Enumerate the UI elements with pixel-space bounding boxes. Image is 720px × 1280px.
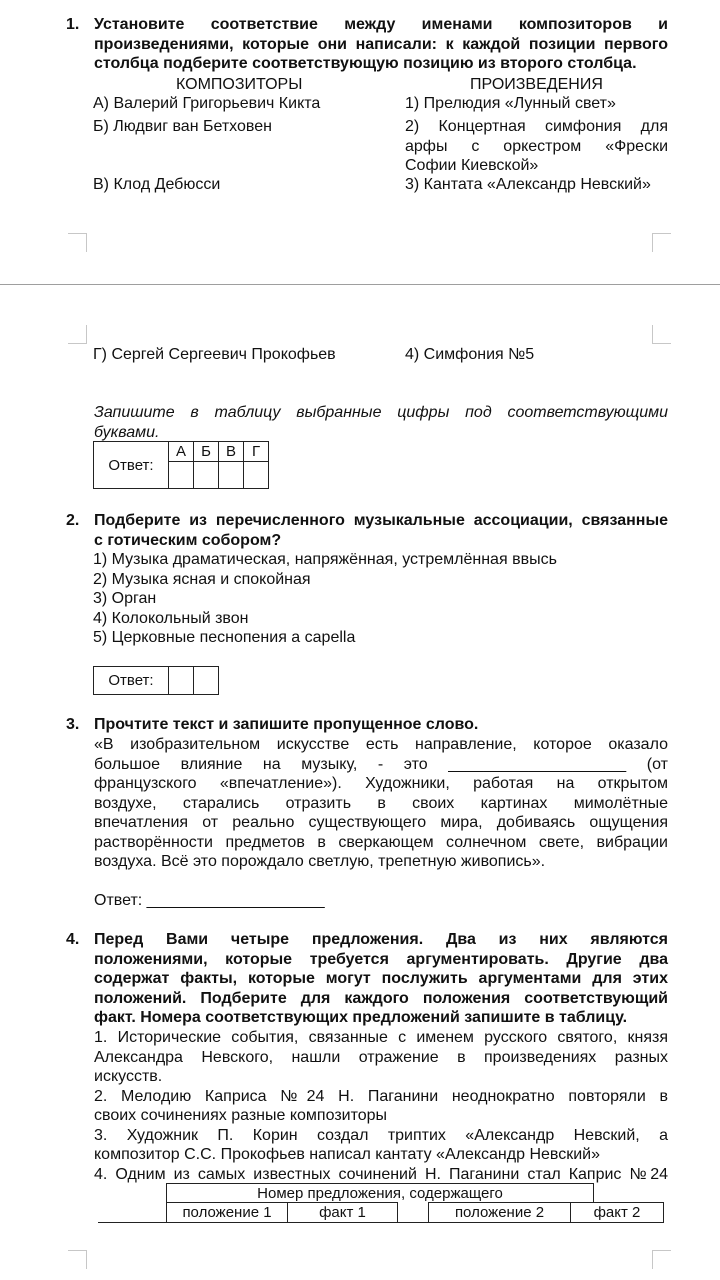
question-text	[94, 15, 668, 74]
page-corner-mark	[652, 233, 671, 252]
sentence-line: своих сочинениях разные композиторы	[94, 1107, 388, 1124]
table-col-position-1: положение 1	[166, 1202, 288, 1223]
sentence-line: 2. Мелодию Каприса №24 Н. Паганини неоднократно повторяли в	[94, 1087, 668, 1105]
answer-table-q2	[93, 666, 219, 695]
work-2-line: 2) Концертная симфония для	[405, 118, 668, 135]
options-list	[93, 550, 557, 648]
work-2	[405, 117, 668, 176]
question-line: Подберите из перечисленного музыкальные ассоциации, связанные	[94, 512, 668, 529]
page-corner-mark	[68, 1250, 87, 1269]
composer-b: Б) Людвиг ван Бетховен	[93, 118, 272, 135]
question-line: содержат факты, которые могут послужить аргументами для этих	[94, 970, 668, 987]
answer-cell[interactable]	[194, 462, 219, 489]
composer-a: А) Валерий Григорьевич Кикта	[93, 95, 321, 112]
question-line: с готическим собором?	[94, 531, 282, 549]
question-line: факт. Номера соответствующих предложений запишите в таблицу.	[94, 1009, 628, 1026]
option-item: 3) Орган	[93, 590, 157, 607]
sentence-line: 3. Художник П. Корин создал триптих «Александр Невский, а	[94, 1126, 668, 1144]
option-item: 2) Музыка ясная и спокойная	[93, 570, 311, 588]
page-corner-mark	[652, 1250, 671, 1269]
work-2-line: Софии Киевской»	[405, 157, 539, 174]
instruction-text	[94, 403, 668, 442]
sentence-line: 4. Одним из самых известных сочинений Н. Паганини стал Каприс №24	[94, 1165, 668, 1183]
question-title: Прочтите текст и запишите пропущенное слово.	[94, 716, 479, 733]
question-text	[94, 511, 668, 550]
column-header-composers: КОМПОЗИТОРЫ	[176, 76, 303, 93]
sentence-line: искусств.	[94, 1068, 163, 1085]
table-col-fact-1: факт 1	[287, 1202, 398, 1223]
question-line: Перед Вами четыре предложения. Два из них являются	[94, 931, 668, 948]
option-item: 1) Музыка драматическая, напряжённая, устремлённая ввысь	[93, 551, 557, 568]
work-1: 1) Прелюдия «Лунный свет»	[405, 95, 616, 112]
column-header-works: ПРОИЗВЕДЕНИЯ	[470, 76, 603, 93]
answer-label: Ответ:	[94, 442, 169, 489]
work-4: 4) Симфония №5	[405, 346, 535, 363]
question-number: 4.	[66, 931, 80, 948]
answer-cell[interactable]	[194, 667, 219, 695]
answer-label: Ответ:	[94, 667, 169, 695]
answer-letter: В	[219, 442, 244, 462]
work-3: 3) Кантата «Александр Невский»	[405, 176, 651, 193]
passage-line: растворённости предметов в сверкающем солнечном свете, вибрации	[94, 833, 668, 851]
question-passage	[94, 735, 668, 872]
question-line: произведениями, которые они написали: к каждой позиции первого	[94, 35, 668, 53]
passage-line: впечатления от реально существующего мира, добиваясь ощущения	[94, 814, 668, 831]
question-number: 1.	[66, 16, 80, 33]
question-number: 3.	[66, 716, 80, 733]
answer-cell[interactable]	[244, 462, 269, 489]
sentence-line: Александра Невского, нашли отражение в произведениях разных	[94, 1048, 668, 1066]
page-corner-mark	[652, 325, 671, 344]
answer-cell[interactable]	[169, 462, 194, 489]
passage-line: большое влияние на музыку, - это ____________________ (от	[94, 755, 668, 773]
instruction-line: буквами.	[94, 423, 160, 441]
passage-line: «В изобразительном искусстве есть направление, которое оказало	[94, 736, 668, 753]
question-line: положениями, которые требуется аргументировать. Другие два	[94, 950, 668, 968]
answer-letter: Б	[194, 442, 219, 462]
work-2-line: арфы с оркестром «Фрески	[405, 137, 668, 155]
sentences-list	[94, 1028, 668, 1184]
composer-v: В) Клод Дебюсси	[93, 176, 221, 193]
table-header-cell: Номер предложения, содержащего	[166, 1183, 594, 1203]
question-line: положений. Подберите для каждого положения соответствующий	[94, 989, 668, 1007]
sentence-line: композитор С.С. Прокофьев написал кантату «Александр Невский»	[94, 1146, 600, 1163]
answer-table-q4	[98, 1183, 664, 1223]
answer-line-q3[interactable]: Ответ: ____________________	[94, 892, 325, 909]
composer-g: Г) Сергей Сергеевич Прокофьев	[93, 346, 336, 363]
instruction-line: Запишите в таблицу выбранные цифры под соответствующими	[94, 404, 668, 421]
passage-line: воздухе, старались отразить в своих картинах мимолётные	[94, 794, 668, 812]
passage-line: французского «впечатление»). Художники, работая на открытом	[94, 775, 668, 792]
table-col-position-2: положение 2	[428, 1202, 571, 1223]
question-line: Установите соответствие между именами композиторов и	[94, 16, 668, 33]
page-corner-mark	[68, 233, 87, 252]
option-item: 5) Церковные песнопения а capella	[93, 629, 356, 646]
answer-cell[interactable]	[169, 667, 194, 695]
question-text	[94, 930, 668, 1028]
answer-table-q1	[93, 441, 269, 489]
page-separator	[0, 284, 720, 285]
answer-cell[interactable]	[219, 462, 244, 489]
passage-line: воздуха. Всё это порождало светлую, трепетную живопись».	[94, 853, 546, 870]
question-number: 2.	[66, 512, 80, 529]
option-item: 4) Колокольный звон	[93, 609, 249, 627]
page-corner-mark	[68, 325, 87, 344]
sentence-line: 1. Исторические события, связанные с именем русского святого, князя	[94, 1029, 668, 1046]
answer-letter: Г	[244, 442, 269, 462]
table-col-fact-2: факт 2	[570, 1202, 664, 1223]
question-line: столбца подберите соответствующую позицию из второго столбца.	[94, 55, 637, 72]
answer-letter: А	[169, 442, 194, 462]
